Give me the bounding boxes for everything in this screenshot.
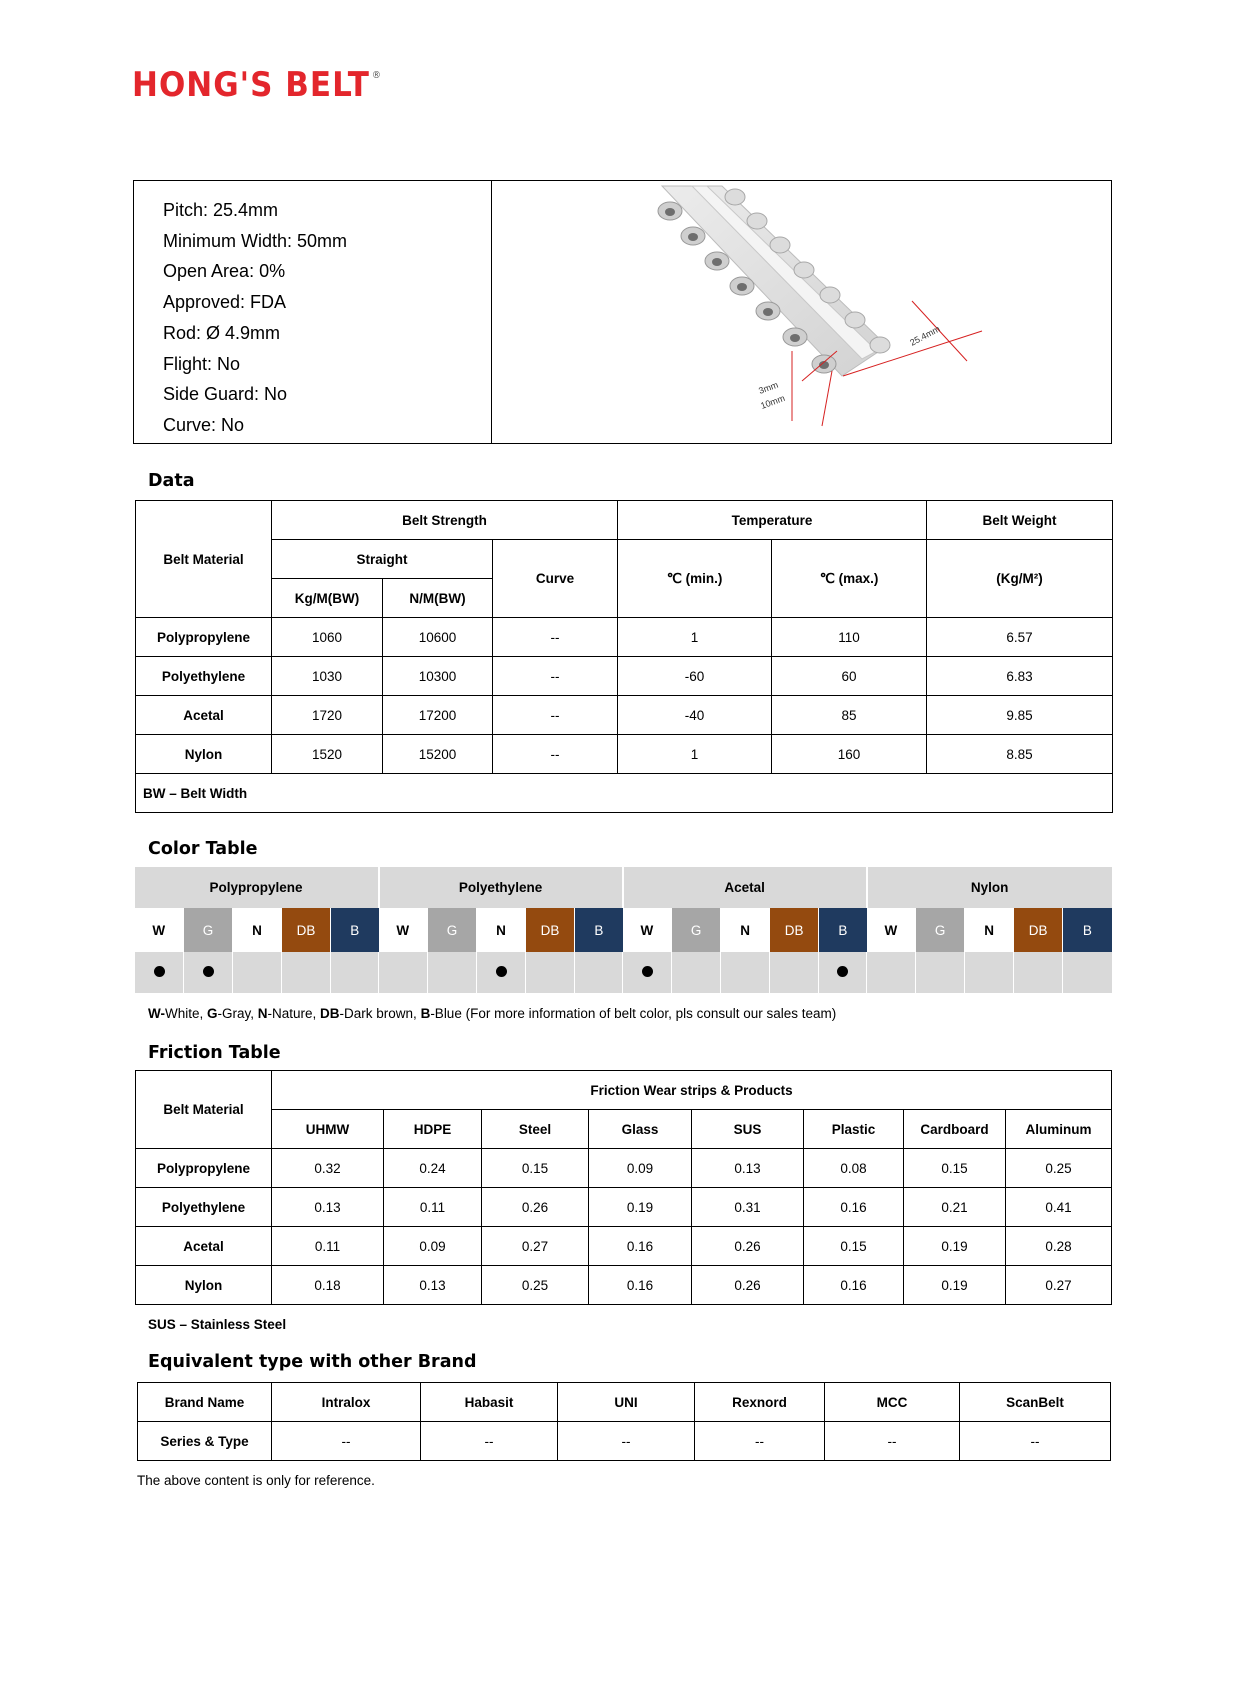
h-nm: N/M(BW) <box>383 579 493 618</box>
row-material: Acetal <box>136 696 272 735</box>
color-group-polyethylene: Polyethylene <box>379 867 623 908</box>
cell: 0.32 <box>272 1149 384 1188</box>
availability-dot <box>203 966 214 977</box>
eq-series: -- <box>558 1422 695 1461</box>
color-group-acetal: Acetal <box>623 867 867 908</box>
availability-cell <box>1014 952 1063 993</box>
availability-cell <box>282 952 331 993</box>
cell: 0.28 <box>1006 1227 1112 1266</box>
fh-uhmw: UHMW <box>272 1110 384 1149</box>
availability-dot <box>496 966 507 977</box>
cell: 0.21 <box>904 1188 1006 1227</box>
row-material: Polyethylene <box>136 1188 272 1227</box>
table-row <box>136 1149 1112 1188</box>
cell: 0.26 <box>482 1188 589 1227</box>
color-group-polypropylene: Polypropylene <box>135 867 379 908</box>
spec-curve: Curve: No <box>163 414 245 435</box>
cell-weight: 6.57 <box>927 618 1113 657</box>
cell: 0.13 <box>272 1188 384 1227</box>
cell: 0.31 <box>692 1188 804 1227</box>
table-row <box>136 1227 1112 1266</box>
h-curve: Curve <box>493 540 618 618</box>
belt-diagram <box>492 181 1111 443</box>
spec-approved: Approved: FDA <box>163 292 287 313</box>
cell-kgm: 1520 <box>272 735 383 774</box>
availability-cell <box>331 952 379 993</box>
swatch-n: N <box>477 908 526 952</box>
color-availability-row <box>135 952 1112 993</box>
table-row <box>136 1188 1112 1227</box>
h-straight: Straight <box>272 540 493 579</box>
swatch-g: G <box>672 908 721 952</box>
eq-series: -- <box>421 1422 558 1461</box>
row-material: Nylon <box>136 735 272 774</box>
availability-dot <box>837 966 848 977</box>
spec-min-width: Minimum Width: 50mm <box>163 230 348 251</box>
row-material: Nylon <box>136 1266 272 1305</box>
cell-nm: 15200 <box>383 735 493 774</box>
swatch-w: W <box>623 908 672 952</box>
cell: 0.27 <box>1006 1266 1112 1305</box>
swatch-g: G <box>428 908 477 952</box>
availability-cell <box>623 952 672 993</box>
swatch-w: W <box>135 908 184 952</box>
cell: 0.11 <box>384 1188 482 1227</box>
legend-db-code: DB <box>320 1006 340 1021</box>
cell-curve: -- <box>493 696 618 735</box>
h-temperature: Temperature <box>618 501 927 540</box>
fh-aluminum: Aluminum <box>1006 1110 1112 1149</box>
swatch-db: DB <box>770 908 819 952</box>
cell-nm: 10300 <box>383 657 493 696</box>
cell: 0.19 <box>904 1266 1006 1305</box>
table-row <box>136 735 1113 774</box>
swatch-b: B <box>331 908 379 952</box>
color-table-heading: Color Table <box>148 839 258 859</box>
cell-kgm: 1060 <box>272 618 383 657</box>
swatch-w: W <box>379 908 428 952</box>
eq-brand-habasit: Habasit <box>421 1383 558 1422</box>
fh-group: Friction Wear strips & Products <box>272 1071 1112 1110</box>
cell: 0.25 <box>1006 1149 1112 1188</box>
friction-table-heading: Friction Table <box>148 1043 281 1063</box>
h-temp-min: ℃ (min.) <box>618 540 772 618</box>
cell: 0.26 <box>692 1266 804 1305</box>
swatch-n: N <box>233 908 282 952</box>
data-footnote: BW – Belt Width <box>136 774 1113 813</box>
equivalent-heading: Equivalent type with other Brand <box>148 1352 477 1372</box>
color-table <box>134 867 1112 993</box>
cell: 0.24 <box>384 1149 482 1188</box>
cell: 0.16 <box>804 1266 904 1305</box>
disclaimer: The above content is only for reference. <box>137 1473 375 1488</box>
swatch-b: B <box>575 908 623 952</box>
cell-tmin: -40 <box>618 696 772 735</box>
cell: 0.19 <box>904 1227 1006 1266</box>
cell-tmax: 160 <box>772 735 927 774</box>
dim-3mm-label: 3mm <box>757 379 780 396</box>
availability-cell <box>135 952 184 993</box>
swatch-w: W <box>867 908 916 952</box>
row-material: Acetal <box>136 1227 272 1266</box>
cell-weight: 9.85 <box>927 696 1113 735</box>
availability-cell <box>672 952 721 993</box>
row-material: Polyethylene <box>136 657 272 696</box>
spec-box <box>133 180 1112 444</box>
cell-curve: -- <box>493 657 618 696</box>
spec-open-area: Open Area: 0% <box>163 261 286 282</box>
cell: 0.15 <box>904 1149 1006 1188</box>
swatch-db: DB <box>282 908 331 952</box>
availability-cell <box>819 952 867 993</box>
legend-n-text: -Nature, <box>267 1006 321 1021</box>
eq-series: -- <box>272 1422 421 1461</box>
legend-w-code: W- <box>148 1006 165 1021</box>
cell: 0.26 <box>692 1227 804 1266</box>
cell-tmin: -60 <box>618 657 772 696</box>
dim-10mm-label: 10mm <box>759 392 787 411</box>
legend-b-text: -Blue (For more information of belt color, pls consult our sales team) <box>430 1006 837 1021</box>
eq-series: -- <box>695 1422 825 1461</box>
fh-steel: Steel <box>482 1110 589 1149</box>
eq-brand-mcc: MCC <box>825 1383 960 1422</box>
swatch-g: G <box>916 908 965 952</box>
friction-table <box>135 1070 1112 1305</box>
cell: 0.16 <box>589 1227 692 1266</box>
cell-tmax: 85 <box>772 696 927 735</box>
swatch-n: N <box>965 908 1014 952</box>
cell-tmax: 110 <box>772 618 927 657</box>
cell: 0.13 <box>384 1266 482 1305</box>
cell: 0.09 <box>589 1149 692 1188</box>
availability-cell <box>867 952 916 993</box>
eq-brand-scanbelt: ScanBelt <box>960 1383 1111 1422</box>
availability-cell <box>965 952 1014 993</box>
spec-rod: Rod: Ø 4.9mm <box>163 322 281 343</box>
availability-cell <box>916 952 965 993</box>
equivalent-table <box>137 1382 1111 1461</box>
h-belt-material: Belt Material <box>136 501 272 618</box>
legend-g-code: G <box>206 1006 218 1021</box>
fh-glass: Glass <box>589 1110 692 1149</box>
swatch-b: B <box>819 908 867 952</box>
cell: 0.25 <box>482 1266 589 1305</box>
row-material: Polypropylene <box>136 618 272 657</box>
cell: 0.11 <box>272 1227 384 1266</box>
cell-weight: 6.83 <box>927 657 1113 696</box>
dim-pitch-label: 25.4mm <box>908 323 942 348</box>
cell: 0.18 <box>272 1266 384 1305</box>
spec-pitch: Pitch: 25.4mm <box>163 200 279 220</box>
spec-side-guard: Side Guard: No <box>163 384 288 405</box>
table-row <box>136 696 1113 735</box>
cell: 0.15 <box>804 1227 904 1266</box>
cell: 0.16 <box>804 1188 904 1227</box>
availability-dot <box>642 966 653 977</box>
table-row <box>136 657 1113 696</box>
cell-kgm: 1720 <box>272 696 383 735</box>
data-heading: Data <box>148 471 195 491</box>
h-belt-weight: Belt Weight <box>927 501 1113 540</box>
availability-dot <box>154 966 165 977</box>
cell: 0.15 <box>482 1149 589 1188</box>
cell-weight: 8.85 <box>927 735 1113 774</box>
eq-brand-uni: UNI <box>558 1383 695 1422</box>
cell: 0.41 <box>1006 1188 1112 1227</box>
spec-list <box>134 181 492 443</box>
eq-series: -- <box>825 1422 960 1461</box>
color-swatch-row <box>135 908 1112 952</box>
availability-cell <box>477 952 526 993</box>
eq-h-series: Series & Type <box>138 1422 272 1461</box>
h-belt-strength: Belt Strength <box>272 501 618 540</box>
cell: 0.08 <box>804 1149 904 1188</box>
cell: 0.27 <box>482 1227 589 1266</box>
swatch-db: DB <box>1014 908 1063 952</box>
fh-sus: SUS <box>692 1110 804 1149</box>
legend-n-code: N <box>257 1006 268 1021</box>
cell-kgm: 1030 <box>272 657 383 696</box>
availability-cell <box>575 952 623 993</box>
availability-cell <box>184 952 233 993</box>
legend-b-code: B <box>420 1006 431 1021</box>
color-group-nylon: Nylon <box>867 867 1112 908</box>
availability-cell <box>721 952 770 993</box>
data-table <box>135 500 1113 813</box>
legend-g-text: -Gray, <box>217 1006 258 1021</box>
fh-hdpe: HDPE <box>384 1110 482 1149</box>
eq-h-brand: Brand Name <box>138 1383 272 1422</box>
availability-cell <box>770 952 819 993</box>
h-kgm: Kg/M(BW) <box>272 579 383 618</box>
swatch-b: B <box>1063 908 1112 952</box>
h-weight-unit: (Kg/M²) <box>927 540 1113 618</box>
fh-plastic: Plastic <box>804 1110 904 1149</box>
belt-diagram-svg <box>492 181 1112 443</box>
availability-cell <box>233 952 282 993</box>
availability-cell <box>526 952 575 993</box>
cell-tmin: 1 <box>618 735 772 774</box>
cell-curve: -- <box>493 735 618 774</box>
cell: 0.16 <box>589 1266 692 1305</box>
spec-flight: Flight: No <box>163 353 241 374</box>
brand-logo <box>132 66 382 105</box>
cell-tmin: 1 <box>618 618 772 657</box>
availability-cell <box>1063 952 1112 993</box>
fh-belt-material: Belt Material <box>136 1071 272 1149</box>
cell-curve: -- <box>493 618 618 657</box>
cell-nm: 17200 <box>383 696 493 735</box>
availability-cell <box>379 952 428 993</box>
cell-nm: 10600 <box>383 618 493 657</box>
swatch-g: G <box>184 908 233 952</box>
eq-brand-rexnord: Rexnord <box>695 1383 825 1422</box>
row-material: Polypropylene <box>136 1149 272 1188</box>
cell: 0.13 <box>692 1149 804 1188</box>
fh-cardboard: Cardboard <box>904 1110 1006 1149</box>
registered-mark: ® <box>371 70 382 82</box>
logo-text: HONG'S BELT <box>132 66 370 105</box>
eq-series: -- <box>960 1422 1111 1461</box>
h-temp-max: ℃ (max.) <box>772 540 927 618</box>
color-legend <box>148 1006 836 1021</box>
swatch-n: N <box>721 908 770 952</box>
legend-w-text: White, <box>164 1006 207 1021</box>
swatch-db: DB <box>526 908 575 952</box>
table-row <box>136 1266 1112 1305</box>
legend-db-text: -Dark brown, <box>339 1006 421 1021</box>
eq-brand-intralox: Intralox <box>272 1383 421 1422</box>
cell: 0.09 <box>384 1227 482 1266</box>
availability-cell <box>428 952 477 993</box>
table-row <box>136 618 1113 657</box>
cell-tmax: 60 <box>772 657 927 696</box>
friction-footnote: SUS – Stainless Steel <box>148 1317 287 1332</box>
cell: 0.19 <box>589 1188 692 1227</box>
